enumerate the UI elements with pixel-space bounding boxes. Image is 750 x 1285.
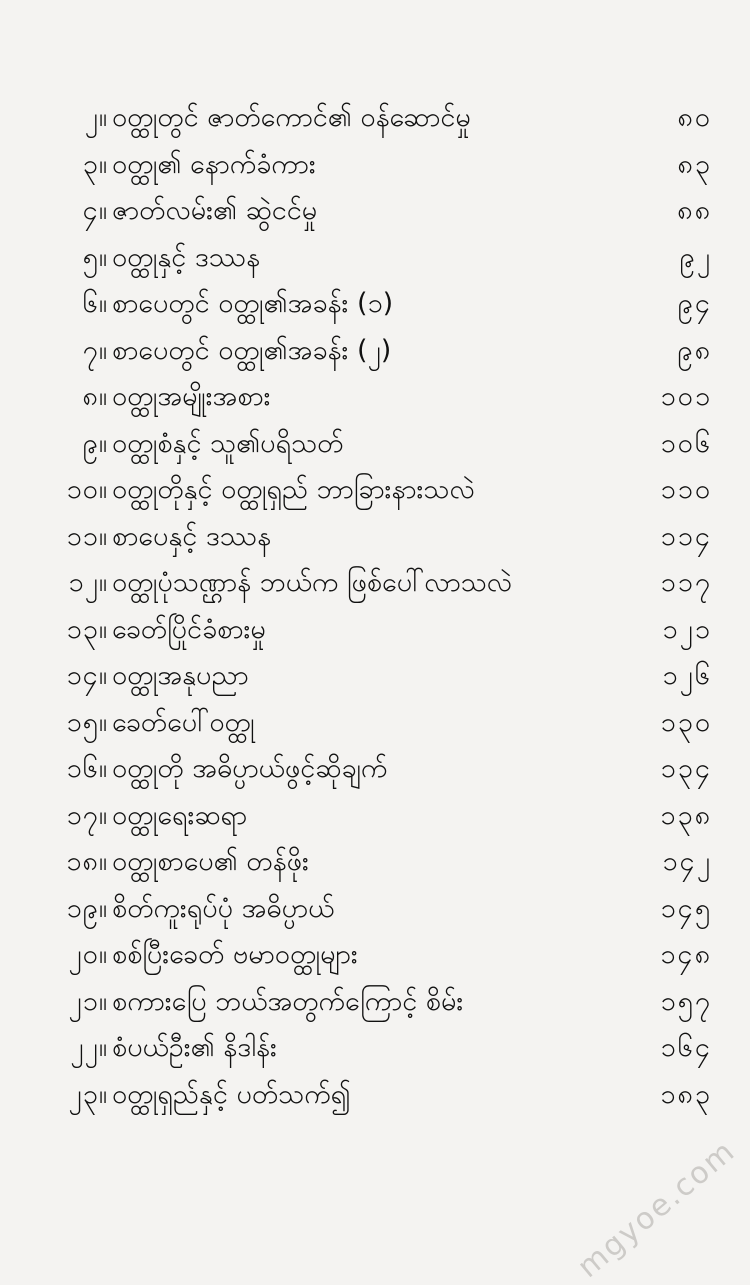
entry-title: ဝတ္ထုအမျိုးအစား [112,381,271,412]
entry-title: ဝတ္ထုအနုပညာ [112,660,249,691]
entry-number: ၈။ [82,381,108,412]
entry-page: ၁၄၅ [660,892,712,924]
entry-page: ၁၁၇ [660,567,712,598]
toc-entry [0,143,750,190]
entry-page: ၉၂ [679,241,712,273]
entry-page: ၁၅၇ [660,985,712,1017]
toc-entry [0,701,750,748]
toc-entry [0,747,750,794]
entry-number: ၉။ [82,427,108,459]
entry-number: ၂၀။ [68,939,108,970]
entry-page: ၁၈၃ [660,1078,712,1110]
entry-title: စံပယ်ဦး၏ နိဒါန်း [112,1032,277,1063]
toc-entry [0,282,750,329]
entry-number: ၁၀။ [66,474,108,505]
entry-page: ၈၃ [677,148,712,180]
entry-number: ၁၂။ [68,567,108,598]
entry-page: ၁၃၄ [660,753,712,784]
entry-number: ၂၁။ [68,985,108,1017]
entry-page: ၁၄၈ [660,939,712,970]
toc-entry [0,96,750,143]
entry-page: ၁၃၀ [660,706,712,738]
toc-entry [0,422,750,469]
toc-entry [0,515,750,562]
toc-entry [0,561,750,608]
toc-entry [0,933,750,980]
entry-title: ဝတ္ထုတို အဓိပ္ပာယ်ဖွင့်ဆိုချက် [112,753,388,784]
entry-title: ဝတ္ထုရှည်နှင့် ပတ်သက်၍ [112,1078,351,1110]
entry-number: ၃။ [82,148,108,180]
entry-title: ဝတ္ထု၏ နောက်ခံကား [112,148,316,180]
entry-page: ၈၈ [677,195,712,226]
entry-title: ဇာတ်လမ်း၏ ဆွဲငင်မှု [112,195,318,226]
entry-number: ၇။ [82,334,108,366]
entry-number: ၂၃။ [68,1078,108,1110]
entry-number: ၁၁။ [66,520,108,552]
toc-entry [0,794,750,841]
entry-page: ၁၀၆ [660,427,712,459]
entry-title: စာပေနှင့် ဒဿန [112,520,272,552]
entry-page: ၁၁၀ [660,474,712,505]
toc-entry [0,980,750,1027]
entry-number: ၆။ [82,288,108,319]
entry-title: ဝတ္ထုတွင် ဇာတ်ကောင်၏ ဝန်ဆောင်မှု [112,102,471,133]
toc-entry [0,189,750,236]
entry-number: ၂။ [84,102,108,133]
entry-number: ၁၅။ [66,706,108,738]
entry-page: ၁၁၄ [660,520,712,552]
toc-entry [0,236,750,283]
entry-page: ၁၃၈ [660,799,712,831]
toc-entry [0,1026,750,1073]
entry-title: ဝတ္ထုစံနှင့် သူ၏ပရိသတ် [112,427,344,459]
entry-number: ၂၂။ [70,1032,108,1063]
watermark: mgyoe.com [570,1133,742,1285]
entry-page: ၁၂၁ [662,613,712,645]
entry-page: ၁၂၆ [662,660,712,691]
entry-title: ဝတ္ထုနှင့် ဒဿန [112,241,261,273]
toc-entry [0,329,750,376]
entry-title: ဝတ္ထုတိုနှင့် ဝတ္ထုရှည် ဘာခြားနားသလဲ [112,474,475,505]
entry-number: ၁၄။ [66,660,108,691]
entry-page: ၁၀၁ [660,381,712,412]
entry-title: စိတ်ကူးရုပ်ပုံ အဓိပ္ပာယ် [112,892,335,924]
entry-page: ၉၄ [677,288,712,319]
entry-title: စစ်ပြီးခေတ် ဗမာဝတ္ထုများ [112,939,358,970]
entry-page: ၈၀ [677,102,712,133]
toc-entry [0,608,750,655]
toc-entry [0,375,750,422]
entry-title: ခေတ်ပြိုင်ခံစားမှု [112,613,266,645]
toc-entry [0,1073,750,1120]
entry-title: ဝတ္ထုရေးဆရာ [112,799,248,831]
entry-page: ၁၆၄ [660,1032,712,1063]
entry-number: ၁၇။ [66,799,108,831]
toc-entry [0,840,750,887]
table-of-contents [0,96,750,1119]
entry-page: ၁၄၂ [662,846,712,877]
entry-title: စကားပြေ ဘယ်အတွက်ကြောင့် စိမ်း [112,985,464,1017]
toc-entry [0,468,750,515]
entry-title: စာပေတွင် ဝတ္ထု၏အခန်း (၂) [112,334,392,366]
entry-title: ခေတ်ပေါ်ဝတ္ထု [112,706,255,738]
entry-title: ဝတ္ထုပုံသဏ္ဌာန် ဘယ်က ဖြစ်ပေါ်လာသလဲ [112,567,513,598]
entry-page: ၉၈ [677,334,712,366]
entry-number: ၄။ [82,195,108,226]
entry-number: ၁၆။ [66,753,108,784]
entry-number: ၅။ [82,241,108,273]
entry-title: စာပေတွင် ဝတ္ထု၏အခန်း (၁) [112,288,394,319]
entry-title: ဝတ္ထုစာပေ၏ တန်ဖိုး [112,846,309,877]
entry-number: ၁၃။ [66,613,108,645]
entry-number: ၁၉။ [66,892,108,924]
toc-entry [0,887,750,934]
toc-entry [0,654,750,701]
entry-number: ၁၈။ [66,846,108,877]
